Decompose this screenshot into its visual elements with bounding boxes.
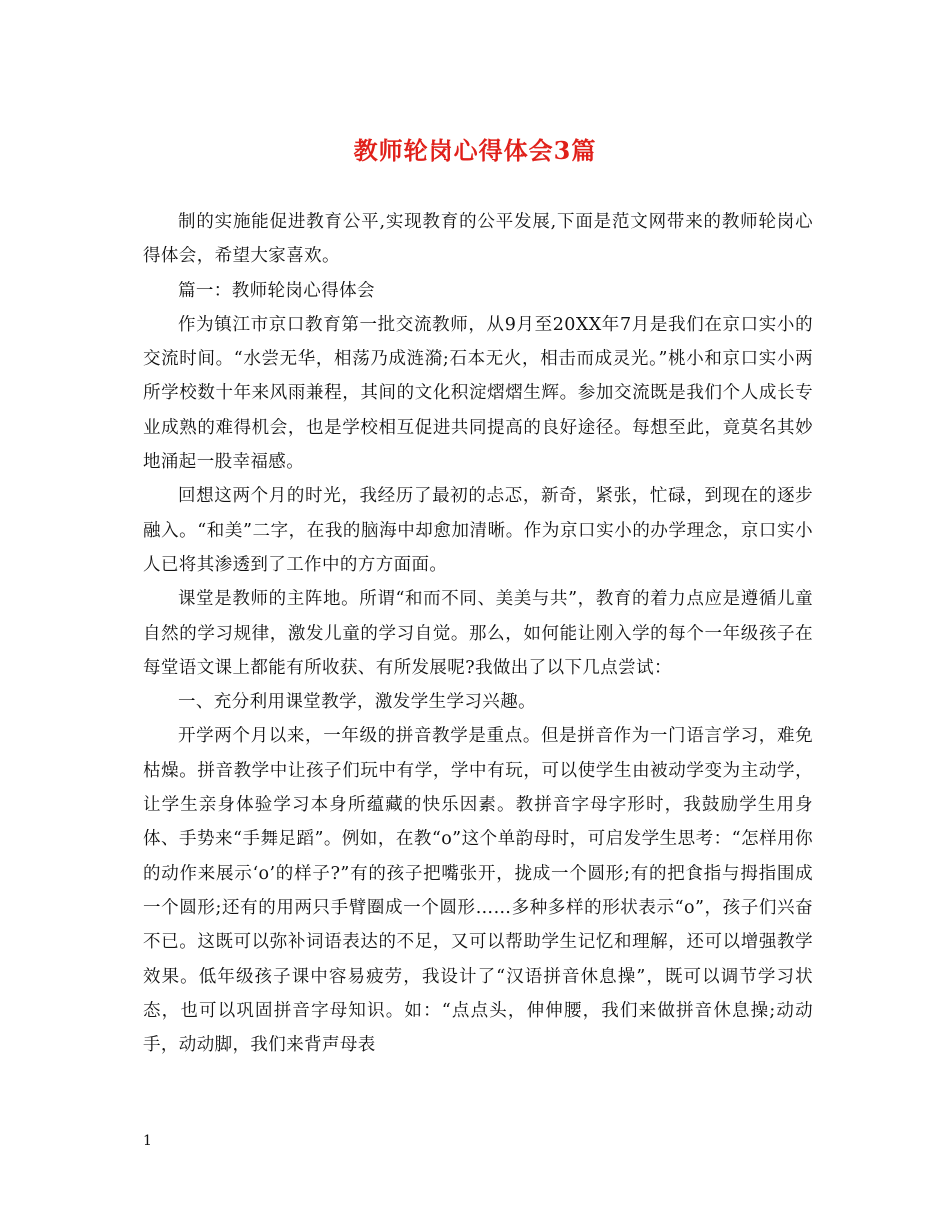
- paragraph-point-one: 一、充分利用课堂教学，激发学生学习兴趣。: [178, 692, 536, 713]
- paragraph-section-heading: 篇一：教师轮岗心得体会: [178, 280, 375, 301]
- paragraph-pinyin-teaching: 开学两个月以来，一年级的拼音教学是重点。但是拼音作为一门语言学习，难免枯燥。拼音教学中让孩子们玩中有学，学中有玩，可以使学生由被动学变为主动学，让学生亲身体验学习本身所蕴藏的快乐因素。教拼音字母字形时，我鼓励学生用身体、手势来“手舞足蹈”。例如，在教“o”这个单韵母时，可启发学生思考：“怎样用你的动作来展示‘o’的样子?”有的孩子把嘴张开，拢成一个圆形;有的把食指与拇指围成一个圆形;还有的用两只手臂圈成一个圆形……多种多样的形状表示“o”，孩子们兴奋不已。这既可以弥补词语表达的不足，又可以帮助学生记忆和理解，还可以增强教学效果。低年级孩子课中容易疲劳，我设计了“汉语拼音休息操”，既可以调节学习状态，也可以巩固拼音字母知识。如：“点点头，伸伸腰，我们来做拼音休息操;动动手，动动脚，我们来背声母表: [143, 726, 813, 1056]
- document-title: 教师轮岗心得体会3篇: [353, 136, 597, 165]
- paragraph-exchange-teacher: 作为镇江市京口教育第一批交流教师，从9月至20XX年7月是我们在京口实小的交流时间。“水尝无华，相荡乃成涟漪;石本无火，相击而成灵光。”桃小和京口实小两所学校数十年来风雨兼程，其间的文化积淀熠熠生辉。参加交流既是我们个人成长专业成熟的难得机会，也是学校相互促进共同提高的良好途径。每想至此，竟莫名其妙地涌起一股幸福感。: [143, 314, 813, 473]
- paragraph-classroom: 课堂是教师的主阵地。所谓“和而不同、美美与共”，教育的着力点应是遵循儿童自然的学习规律，激发儿童的学习自觉。那么，如何能让刚入学的每个一年级孩子在每堂语文课上都能有所收获、有所发展呢?我做出了以下几点尝试：: [143, 589, 813, 678]
- document-body: [143, 205, 813, 1062]
- page-number: 1: [143, 1133, 152, 1149]
- paragraph-intro: 制的实施能促进教育公平,实现教育的公平发展,下面是范文网带来的教师轮岗心得体会，希望大家喜欢。: [143, 212, 813, 267]
- paragraph-recollection: 回想这两个月的时光，我经历了最初的忐忑，新奇，紧张，忙碌，到现在的逐步融入。“和美”二字，在我的脑海中却愈加清晰。作为京口实小的办学理念，京口实小人已将其渗透到了工作中的方方面面。: [143, 486, 813, 575]
